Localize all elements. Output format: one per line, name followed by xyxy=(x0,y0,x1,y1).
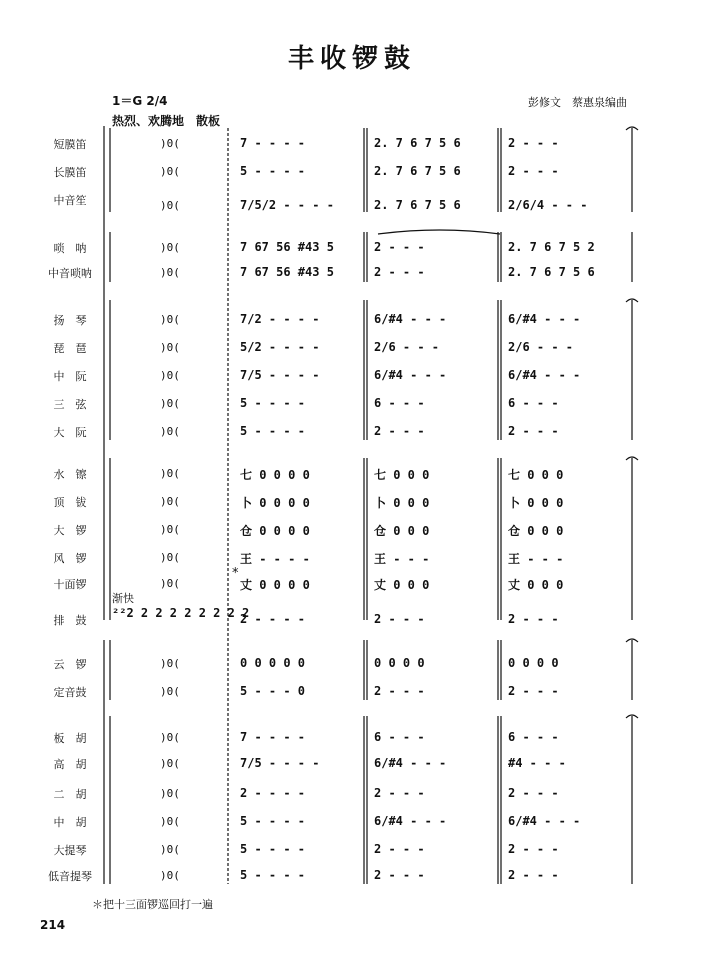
measure-2: 2/6 - - - xyxy=(374,340,440,354)
measure-3: 2 - - - xyxy=(508,786,559,800)
measure-3: 2. 7 6 7 5 2 xyxy=(508,240,595,254)
measure-3: 2 - - - xyxy=(508,612,559,626)
measure-1: 7/2 - - - - xyxy=(240,312,320,326)
measure-1: 5 - - - - xyxy=(240,396,306,410)
measure-2: 仓 0 0 0 xyxy=(374,524,430,538)
clef-mark: )0( xyxy=(160,843,180,856)
clef-mark: )0( xyxy=(160,467,180,480)
measure-1: 7 - - - - xyxy=(240,136,306,150)
measure-2: 丈 0 0 0 xyxy=(374,578,430,592)
measure-1: 仓 0 0 0 0 xyxy=(240,524,310,538)
measure-3: 丈 0 0 0 xyxy=(508,578,564,592)
instrument-label: 短膜笛 xyxy=(53,138,87,151)
tie-arc xyxy=(378,230,500,234)
measure-2: 卜 0 0 0 xyxy=(374,496,430,510)
measure-1: 0 0 0 0 0 xyxy=(240,656,306,670)
measure-2: 2. 7 6 7 5 6 xyxy=(374,136,461,150)
key-signature: 1＝G 2/4 xyxy=(112,94,168,108)
clef-mark: )0( xyxy=(160,815,180,828)
measure-1: 王 - - - - xyxy=(240,552,310,566)
measure-3: #4 - - - xyxy=(508,756,566,770)
measure-3: 2 - - - xyxy=(508,868,559,882)
tempo-marking: 热烈、欢腾地 散板 xyxy=(112,114,221,128)
instrument-label: 中音唢呐 xyxy=(48,267,92,280)
measure-3: 王 - - - xyxy=(508,552,564,566)
measure-2: 2 - - - xyxy=(374,265,425,279)
measure-3: 6 - - - xyxy=(508,396,559,410)
clef-mark: )0( xyxy=(160,313,180,326)
accelerando-mark: 渐快 xyxy=(112,592,134,605)
clef-mark: )0( xyxy=(160,341,180,354)
measure-3: 2 - - - xyxy=(508,684,559,698)
measure-2: 6 - - - xyxy=(374,396,425,410)
measure-1: 7 67 56 #43 5 xyxy=(240,240,334,254)
clef-mark: )0( xyxy=(160,199,180,212)
measure-1: 2 - - - - xyxy=(240,612,306,626)
clef-mark: )0( xyxy=(160,137,180,150)
clef-mark: )0( xyxy=(160,495,180,508)
asterisk-mark: * xyxy=(232,566,239,581)
measure-2: 2 - - - xyxy=(374,842,425,856)
instrument-label: 中音笙 xyxy=(53,194,87,207)
measure-3: 2 - - - xyxy=(508,136,559,150)
clef-mark: )0( xyxy=(160,869,180,882)
measure-3: 卜 0 0 0 xyxy=(508,496,564,510)
instrument-label: 顶 钹 xyxy=(53,496,87,509)
instrument-label: 长膜笛 xyxy=(53,166,87,179)
instrument-label: 唢 呐 xyxy=(53,242,87,255)
measure-2: 0 0 0 0 xyxy=(374,656,425,670)
composer-credit: 彭修文 蔡惠泉编曲 xyxy=(528,96,627,109)
instrument-label: 低音提琴 xyxy=(48,870,92,883)
instrument-label: 高 胡 xyxy=(53,758,87,771)
instrument-label: 风 锣 xyxy=(53,552,87,565)
measure-2: 6/#4 - - - xyxy=(374,368,447,382)
measure-2: 6/#4 - - - xyxy=(374,756,447,770)
measure-2: 2 - - - xyxy=(374,684,425,698)
instrument-label: 板 胡 xyxy=(53,732,87,745)
instrument-label: 大 阮 xyxy=(53,426,87,439)
measure-1: 5 - - - - xyxy=(240,868,306,882)
measure-3: 2 - - - xyxy=(508,424,559,438)
measure-1: 7/5 - - - - xyxy=(240,368,320,382)
instrument-label: 二 胡 xyxy=(53,788,87,801)
footnote: ＊把十三面锣巡回打一遍 xyxy=(92,898,213,911)
clef-mark: )0( xyxy=(160,731,180,744)
clef-mark: )0( xyxy=(160,369,180,382)
measure-1: 七 0 0 0 0 xyxy=(240,468,310,482)
measure-3: 6 - - - xyxy=(508,730,559,744)
page-number: 214 xyxy=(40,918,66,932)
page-title: 丰收锣鼓 xyxy=(287,44,416,74)
clef-mark: )0( xyxy=(160,657,180,670)
instrument-label: 水 镲 xyxy=(53,468,87,481)
measure-1: 7 - - - - xyxy=(240,730,306,744)
clef-mark: )0( xyxy=(160,241,180,254)
measure-2: 6 - - - xyxy=(374,730,425,744)
measure-1: 7 67 56 #43 5 xyxy=(240,265,334,279)
measure-1: 5 - - - - xyxy=(240,814,306,828)
drum-pattern: ²²2 2 2 2 2 2 2 2 2 xyxy=(112,606,250,620)
clef-mark: )0( xyxy=(160,165,180,178)
measure-3: 2/6/4 - - - xyxy=(508,198,588,212)
instrument-label: 十面锣 xyxy=(53,578,87,591)
measure-2: 王 - - - xyxy=(374,552,430,566)
instrument-label: 定音鼓 xyxy=(53,686,87,699)
measure-2: 2. 7 6 7 5 6 xyxy=(374,164,461,178)
measure-3: 2 - - - xyxy=(508,842,559,856)
clef-mark: )0( xyxy=(160,685,180,698)
instrument-label: 排 鼓 xyxy=(53,614,87,627)
measure-3: 2. 7 6 7 5 6 xyxy=(508,265,595,279)
instrument-label: 琵 琶 xyxy=(53,342,87,355)
measure-2: 2 - - - xyxy=(374,868,425,882)
measure-2: 2 - - - xyxy=(374,612,425,626)
measure-1: 7/5/2 - - - - xyxy=(240,198,334,212)
measure-2: 2. 7 6 7 5 6 xyxy=(374,198,461,212)
instrument-label: 扬 琴 xyxy=(53,314,87,327)
measure-3: 0 0 0 0 xyxy=(508,656,559,670)
instrument-label: 中 阮 xyxy=(53,370,87,383)
measure-1: 5/2 - - - - xyxy=(240,340,320,354)
clef-mark: )0( xyxy=(160,787,180,800)
measure-1: 卜 0 0 0 0 xyxy=(240,496,310,510)
clef-mark: )0( xyxy=(160,397,180,410)
measure-1: 5 - - - - xyxy=(240,164,306,178)
measure-2: 七 0 0 0 xyxy=(374,468,430,482)
clef-mark: )0( xyxy=(160,577,180,590)
measure-3: 2 - - - xyxy=(508,164,559,178)
measure-2: 2 - - - xyxy=(374,786,425,800)
instrument-label: 大提琴 xyxy=(53,844,87,857)
measure-3: 仓 0 0 0 xyxy=(508,524,564,538)
instrument-label: 大 锣 xyxy=(53,524,87,537)
clef-mark: )0( xyxy=(160,551,180,564)
measure-3: 6/#4 - - - xyxy=(508,312,581,326)
clef-mark: )0( xyxy=(160,523,180,536)
measure-1: 2 - - - - xyxy=(240,786,306,800)
clef-mark: )0( xyxy=(160,757,180,770)
instrument-label: 中 胡 xyxy=(53,816,87,829)
measure-2: 6/#4 - - - xyxy=(374,312,447,326)
measure-3: 6/#4 - - - xyxy=(508,368,581,382)
instrument-label: 云 锣 xyxy=(53,658,87,671)
instrument-label: 三 弦 xyxy=(53,398,87,411)
measure-3: 2/6 - - - xyxy=(508,340,574,354)
clef-mark: )0( xyxy=(160,266,180,279)
measure-2: 6/#4 - - - xyxy=(374,814,447,828)
measure-2: 2 - - - xyxy=(374,424,425,438)
measure-1: 5 - - - 0 xyxy=(240,684,306,698)
measure-1: 7/5 - - - - xyxy=(240,756,320,770)
measure-1: 5 - - - - xyxy=(240,424,306,438)
measure-1: 丈 0 0 0 0 xyxy=(240,578,310,592)
clef-mark: )0( xyxy=(160,425,180,438)
measure-1: 5 - - - - xyxy=(240,842,306,856)
measure-3: 6/#4 - - - xyxy=(508,814,581,828)
measure-3: 七 0 0 0 xyxy=(508,468,564,482)
measure-2: 2 - - - xyxy=(374,240,425,254)
